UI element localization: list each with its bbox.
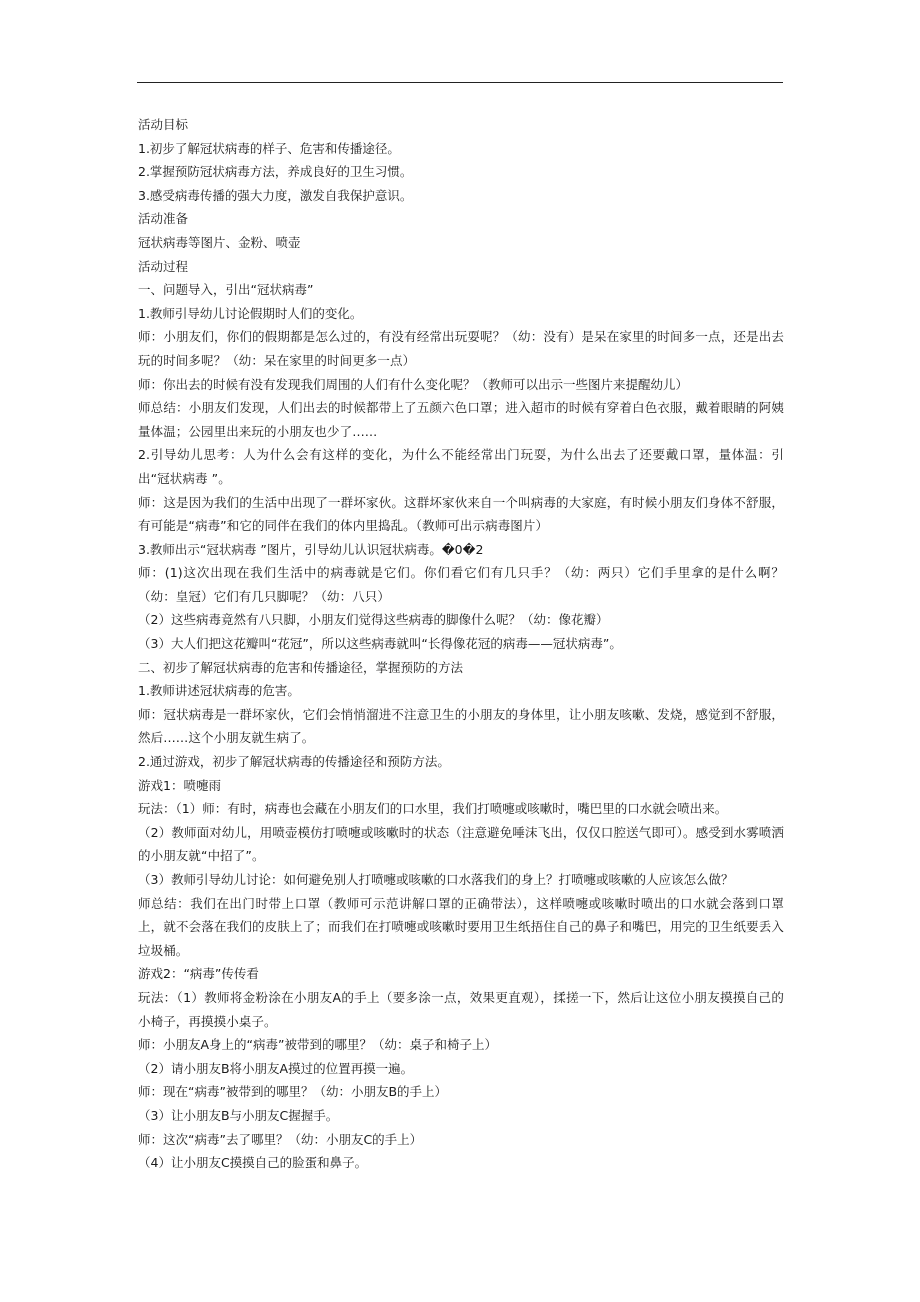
document-body bbox=[138, 113, 784, 1175]
step-heading: 2.通过游戏，初步了解冠状病毒的传播途径和预防方法。 bbox=[138, 754, 450, 770]
goal-item: 3.感受病毒传播的强大力度，激发自我保护意识。 bbox=[138, 187, 413, 203]
paragraph: 师总结：我们在出门时带上口罩（教师可示范讲解口罩的正确带法），这样喷嚏或咳嗽时喷出的口水就会落到口罩上，就不会落在我们的皮肤上了；而我们在打喷嚏或咳嗽时要用卫生纸捂住自己的鼻子和嘴巴，用完的卫生纸要丢入垃圾桶。 bbox=[138, 895, 784, 958]
part-heading: 二、初步了解冠状病毒的危害和传播途径，掌握预防的方法 bbox=[138, 659, 464, 675]
step-heading: 3.教师出示“冠状病毒 ”图片，引导幼儿认识冠状病毒。�0�2 bbox=[138, 541, 484, 557]
game-heading: 游戏1：喷嚏雨 bbox=[138, 777, 221, 793]
game-heading: 游戏2：“病毒”传传看 bbox=[138, 966, 259, 982]
paragraph: 玩法：（1）师：有时，病毒也会藏在小朋友们的口水里，我们打喷嚏或咳嗽时，嘴巴里的口水就会喷出来。 bbox=[138, 801, 728, 817]
goal-item: 1.初步了解冠状病毒的样子、危害和传播途径。 bbox=[138, 140, 400, 156]
goal-item: 2.掌握预防冠状病毒方法，养成良好的卫生习惯。 bbox=[138, 164, 413, 180]
paragraph: （3）教师引导幼儿讨论：如何避免别人打喷嚏或咳嗽的口水落我们的身上？打喷嚏或咳嗽的人应该怎么做？ bbox=[138, 872, 734, 887]
paragraph: （3）大人们把这花瓣叫“花冠”，所以这些病毒就叫“长得像花冠的病毒——冠状病毒”。 bbox=[138, 636, 622, 652]
section-heading-preparation: 活动准备 bbox=[138, 211, 189, 227]
paragraph: 师：现在“病毒”被带到的哪里？（幼：小朋友B的手上） bbox=[138, 1084, 448, 1100]
paragraph: 师：小朋友们，你们的假期都是怎么过的，有没有经常出玩耍呢？（幼：没有）是呆在家里的时间多一点，还是出去玩的时间多呢？（幼：呆在家里的时间更多一点） bbox=[138, 329, 784, 368]
paragraph: 师：你出去的时候有没有发现我们周围的人们有什么变化呢？（教师可以出示一些图片来提醒幼儿） bbox=[138, 376, 689, 392]
section-heading-goals: 活动目标 bbox=[138, 117, 189, 132]
paragraph: （2）教师面对幼儿，用喷壶模仿打喷嚏或咳嗽时的状态（注意避免唾沫飞出，仅仅口腔送气即可）。感受到水雾喷洒的小朋友就“中招了”。 bbox=[138, 824, 784, 864]
paragraph: （3）让小朋友B与小朋友C握握手。 bbox=[138, 1107, 339, 1123]
paragraph: 师：(1)这次出现在我们生活中的病毒就是它们。你们看它们有几只手？（幼：两只）它们手里拿的是什么啊？（幼：皇冠）它们有几只脚呢？（幼：八只） bbox=[138, 565, 784, 604]
paragraph: 师总结：小朋友们发现，人们出去的时候都带上了五颜六色口罩；进入超市的时候有穿着白色衣服，戴着眼睛的阿姨量体温；公园里出来玩的小朋友也少了…… bbox=[138, 400, 784, 439]
header-rule bbox=[137, 82, 783, 83]
section-heading-process: 活动过程 bbox=[138, 258, 189, 274]
paragraph: 玩法：（1）教师将金粉涂在小朋友A的手上（要多涂一点，效果更直观），揉搓一下，然后让这位小朋友摸摸自己的小椅子，再摸摸小桌子。 bbox=[138, 989, 784, 1029]
paragraph: 师：这是因为我们的生活中出现了一群坏家伙。这群坏家伙来自一个叫病毒的大家庭，有时候小朋友们身体不舒服，有可能是“病毒”和它的同伴在我们的体内里捣乱。（教师可出示病毒图片） bbox=[138, 494, 784, 534]
paragraph: 师：小朋友A身上的“病毒”被带到的哪里？（幼：桌子和椅子上） bbox=[138, 1037, 498, 1053]
paragraph: 师：这次“病毒”去了哪里？（幼：小朋友C的手上） bbox=[138, 1131, 423, 1147]
paragraph: 师：冠状病毒是一群坏家伙，它们会悄悄溜进不注意卫生的小朋友的身体里，让小朋友咳嗽、发烧，感觉到不舒服，然后……这个小朋友就生病了。 bbox=[138, 706, 784, 746]
paragraph: （2）请小朋友B将小朋友A摸过的位置再摸一遍。 bbox=[138, 1060, 414, 1076]
preparation-text: 冠状病毒等图片、金粉、喷壶 bbox=[138, 234, 301, 250]
step-heading: 1.教师讲述冠状病毒的危害。 bbox=[138, 683, 300, 699]
step-heading: 1.教师引导幼儿讨论假期时人们的变化。 bbox=[138, 305, 363, 321]
paragraph: （2）这些病毒竟然有八只脚，小朋友们觉得这些病毒的脚像什么呢？（幼：像花瓣） bbox=[138, 612, 609, 628]
step-heading: 2.引导幼儿思考：人为什么会有这样的变化，为什么不能经常出门玩耍，为什么出去了还要戴口罩，量体温：引出“冠状病毒 ”。 bbox=[138, 447, 784, 486]
paragraph: （4）让小朋友C摸摸自己的脸蛋和鼻子。 bbox=[138, 1155, 368, 1171]
part-heading: 一、问题导入，引出“冠状病毒” bbox=[138, 282, 314, 298]
